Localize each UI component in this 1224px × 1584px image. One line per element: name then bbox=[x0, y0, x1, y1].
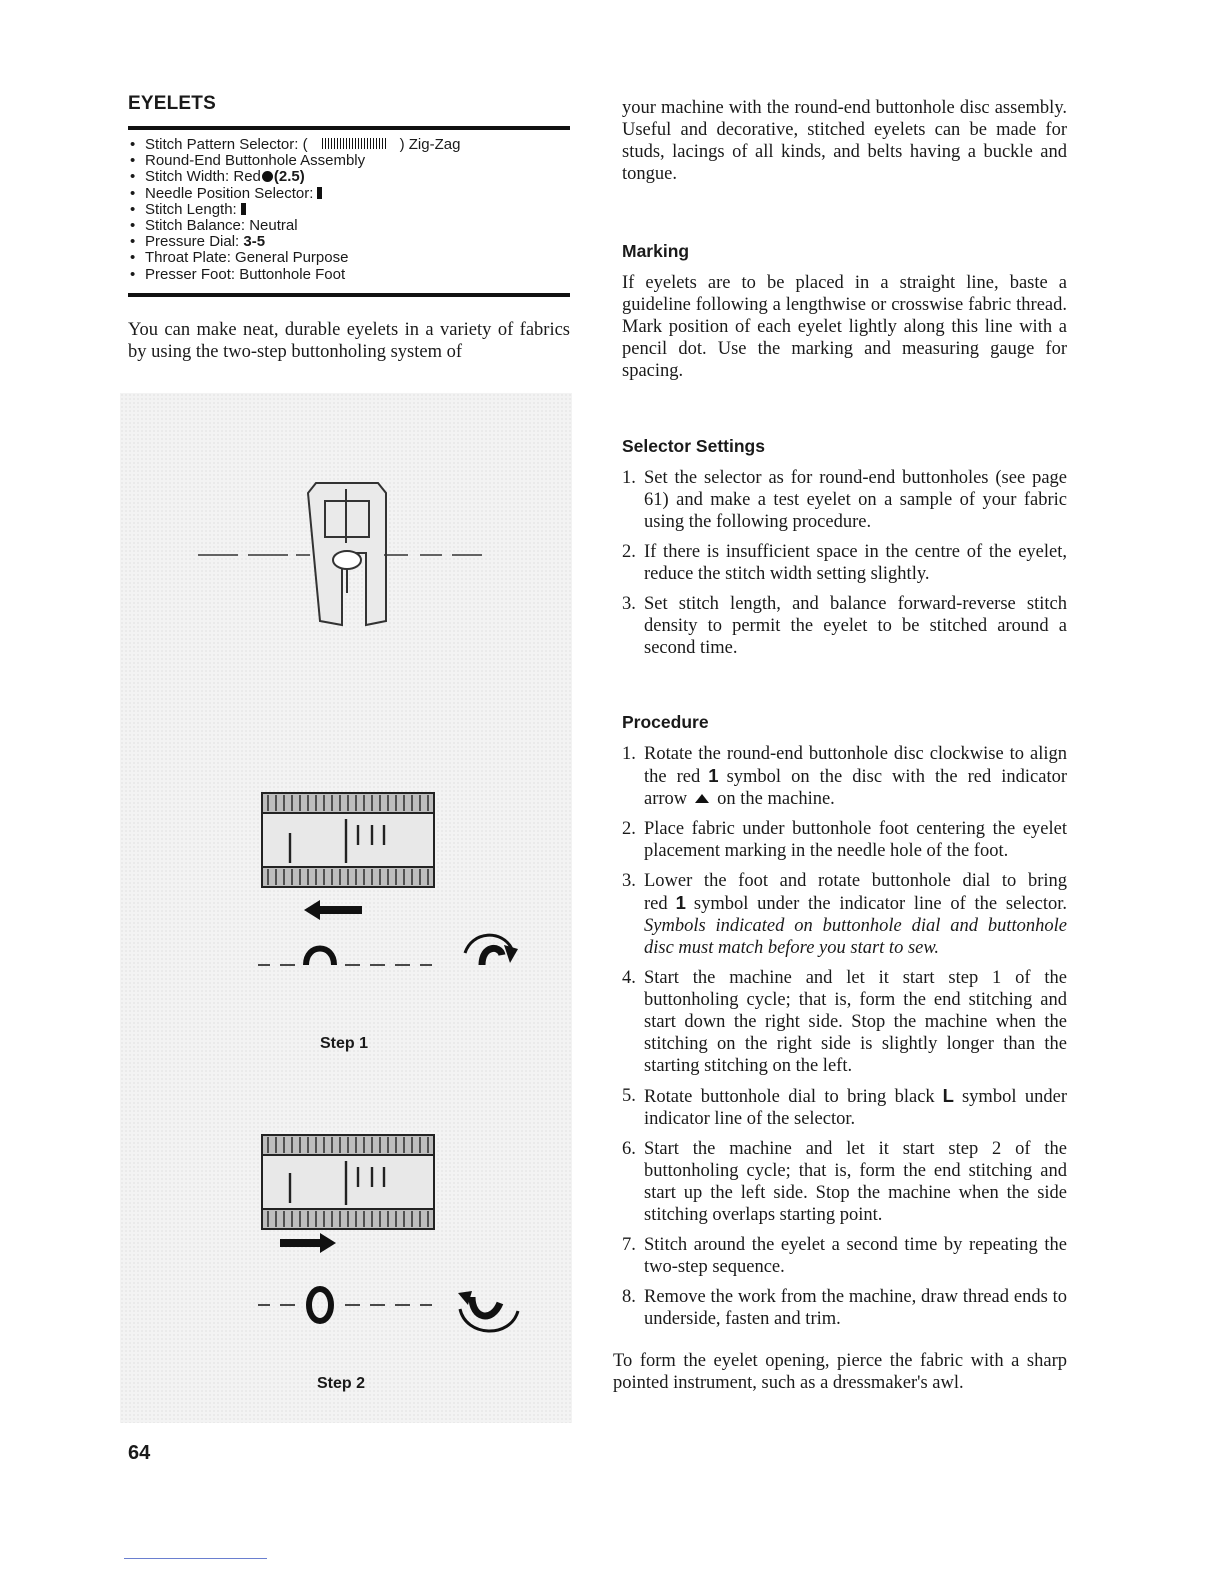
marking-text: If eyelets are to be placed in a straight line, baste a guideline following a lengthwise or crosswise fabric thread. Mark position of each eyelet lightly along this line with a pencil dot. Use the marking and measuring gauge for spacing. bbox=[622, 273, 1067, 381]
intro-right: your machine with the round-end buttonhole disc assembly. Useful and decorative, stitched eyelets can be made for studs, lacings of all kinds, and belts having a buckle and tongue. bbox=[622, 98, 1067, 184]
spec-pattern: • Stitch Pattern Selector: ( ) Zig-Zag bbox=[130, 137, 460, 153]
selector-steps bbox=[622, 467, 1067, 667]
step1-label: Step 1 bbox=[320, 1035, 369, 1052]
list-item: 2. Place fabric under buttonhole foot centering the eyelet placement marking in the needle hole of the foot. bbox=[622, 819, 1067, 861]
spec-width: • Stitch Width: Red (2.5) bbox=[130, 169, 460, 185]
intro-left: You can make neat, durable eyelets in a variety of fabrics by using the two-step buttonholing system of bbox=[128, 320, 570, 362]
page-title: EYELETS bbox=[128, 93, 216, 114]
buttonhole-foot-icon bbox=[308, 483, 386, 625]
zigzag-pattern-icon bbox=[322, 138, 388, 149]
red-one-symbol: 1 bbox=[708, 765, 719, 786]
step2-label: Step 2 bbox=[317, 1375, 366, 1392]
footer-line bbox=[124, 1558, 267, 1559]
stitch-length-icon bbox=[241, 203, 246, 215]
spec-foot: • Presser Foot: Buttonhole Foot bbox=[130, 267, 460, 283]
list-item: 1. Set the selector as for round-end buttonholes (see page 61) and make a test eyelet on a sample of your fabric using the following procedure. bbox=[622, 468, 1067, 532]
eyelet-step2-icon bbox=[258, 1289, 432, 1321]
list-item: 3. Lower the foot and rotate buttonhole dial to bring red 1 symbol under the indicator line of the selector. Symbols indicated on buttonhole dial and buttonhole disc must match before you start to sew. bbox=[622, 871, 1067, 958]
spec-assembly: • Round-End Buttonhole Assembly bbox=[130, 153, 460, 169]
arrow-left-icon bbox=[304, 900, 362, 920]
selector-heading: Selector Settings bbox=[622, 436, 765, 456]
red-dot-icon bbox=[262, 171, 273, 182]
list-item: 6. Start the machine and let it start step 2 of the buttonholing cycle; that is, form the end stitching and start up the left side. Stop the machine when the side stitching overlaps starting point. bbox=[622, 1139, 1067, 1225]
list-item: 3. Set stitch length, and balance forward-reverse stitch density to permit the eyelet to be stitched around a second time. bbox=[622, 594, 1067, 658]
buttonhole-dial-step1 bbox=[262, 793, 434, 887]
center-needle-icon bbox=[317, 187, 322, 199]
buttonhole-dial-step2 bbox=[262, 1135, 434, 1229]
list-item: 1. Rotate the round-end buttonhole disc clockwise to align the red 1 symbol on the disc with the red indicator arrow on the machine. bbox=[622, 744, 1068, 809]
spec-pressure: • Pressure Dial: 3-5 bbox=[130, 234, 460, 250]
indicator-arrow-icon bbox=[695, 794, 709, 803]
spec-length: • Stitch Length: bbox=[130, 202, 460, 218]
clockwise-rotate-icon bbox=[465, 935, 518, 965]
closing-paragraph: To form the eyelet opening, pierce the fabric with a sharp pointed instrument, such as a dressmaker's awl. bbox=[613, 1351, 1067, 1393]
procedure-heading: Procedure bbox=[622, 712, 709, 732]
list-item: 4. Start the machine and let it start step 1 of the buttonholing cycle; that is, form the end stitching and start down the right side. Stop the machine when the stitching on the right side is slightly longer than the starting stitching on the left. bbox=[622, 968, 1067, 1076]
eyelet-step1-icon bbox=[258, 949, 432, 966]
settings-list bbox=[130, 137, 460, 283]
list-item: 2. If there is insufficient space in the centre of the eyelet, reduce the stitch width setting slightly. bbox=[622, 542, 1067, 584]
counterclockwise-rotate-icon bbox=[458, 1291, 518, 1331]
bottom-rule bbox=[128, 293, 570, 297]
spec-throat: • Throat Plate: General Purpose bbox=[130, 250, 460, 266]
list-item: 8. Remove the work from the machine, draw thread ends to underside, fasten and trim. bbox=[622, 1287, 1067, 1329]
arrow-right-icon bbox=[280, 1233, 336, 1253]
spec-needle: • Needle Position Selector: bbox=[130, 186, 460, 202]
spec-balance: • Stitch Balance: Neutral bbox=[130, 218, 460, 234]
eyelet-illustration bbox=[120, 393, 572, 1423]
marking-heading: Marking bbox=[622, 241, 690, 261]
list-item: 5. Rotate buttonhole dial to bring black L symbol under indicator line of the selector. bbox=[622, 1085, 1067, 1129]
page-number: 64 bbox=[128, 1442, 151, 1464]
black-l-symbol: L bbox=[942, 1085, 954, 1106]
top-rule bbox=[128, 126, 570, 130]
list-item: 7. Stitch around the eyelet a second time by repeating the two-step sequence. bbox=[622, 1235, 1067, 1277]
procedure-steps bbox=[622, 743, 1067, 1338]
red-one-symbol: 1 bbox=[675, 892, 686, 913]
